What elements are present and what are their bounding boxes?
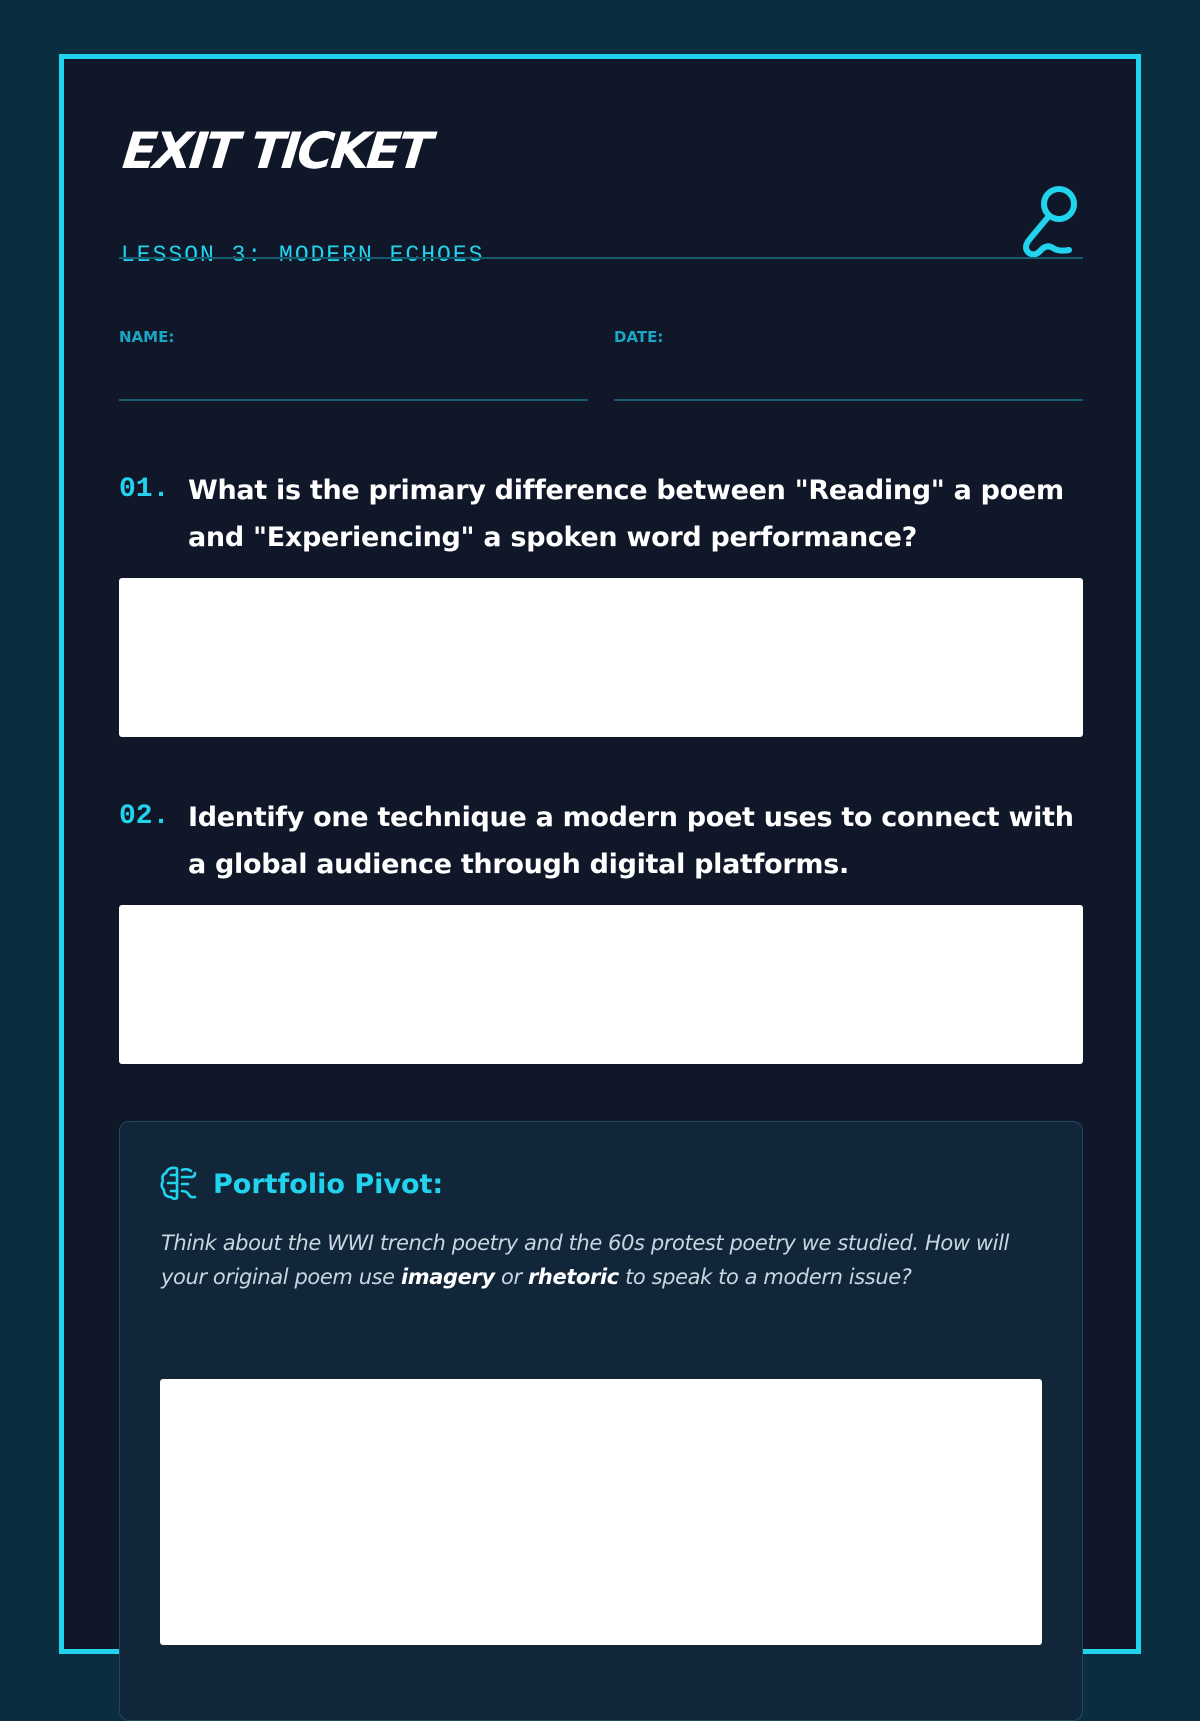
question-2-text: Identify one technique a modern poet uses to connect with a global audience through digital platforms. xyxy=(188,802,1074,880)
pivot-title: Portfolio Pivot: xyxy=(213,1169,444,1200)
date-field[interactable] xyxy=(614,399,1083,401)
lesson-subtitle: LESSON 3: MODERN ECHOES xyxy=(121,242,485,268)
question-1-answer-box[interactable] xyxy=(119,578,1083,737)
page-title: EXIT TICKET xyxy=(119,122,433,180)
pivot-answer-box[interactable] xyxy=(160,1379,1042,1645)
question-2-answer-box[interactable] xyxy=(119,905,1083,1064)
pivot-prompt-text-1: Think about the WWI trench poetry and the 60s protest poetry we studied. How will your original poem use xyxy=(161,1231,1009,1289)
header-divider xyxy=(119,257,1083,259)
pivot-prompt xyxy=(161,1226,1041,1294)
name-label: NAME: xyxy=(119,328,175,346)
date-label: DATE: xyxy=(614,328,664,346)
portfolio-pivot-panel xyxy=(119,1121,1083,1721)
header xyxy=(119,119,1083,268)
brain-icon xyxy=(160,1164,198,1202)
question-1-text: What is the primary difference between "Reading" a poem and "Experiencing" a spoken word performance? xyxy=(188,475,1064,553)
name-field[interactable] xyxy=(119,399,588,401)
question-2-number: 02. xyxy=(119,801,170,832)
microphone-icon xyxy=(1019,184,1083,260)
question-1-number: 01. xyxy=(119,474,170,505)
exit-ticket-card xyxy=(59,54,1141,1654)
pivot-prompt-text-3: to speak to a modern issue? xyxy=(618,1265,912,1289)
pivot-prompt-rhetoric: rhetoric xyxy=(527,1265,619,1289)
pivot-prompt-text-2: or xyxy=(494,1265,528,1289)
pivot-prompt-imagery: imagery xyxy=(400,1265,495,1289)
